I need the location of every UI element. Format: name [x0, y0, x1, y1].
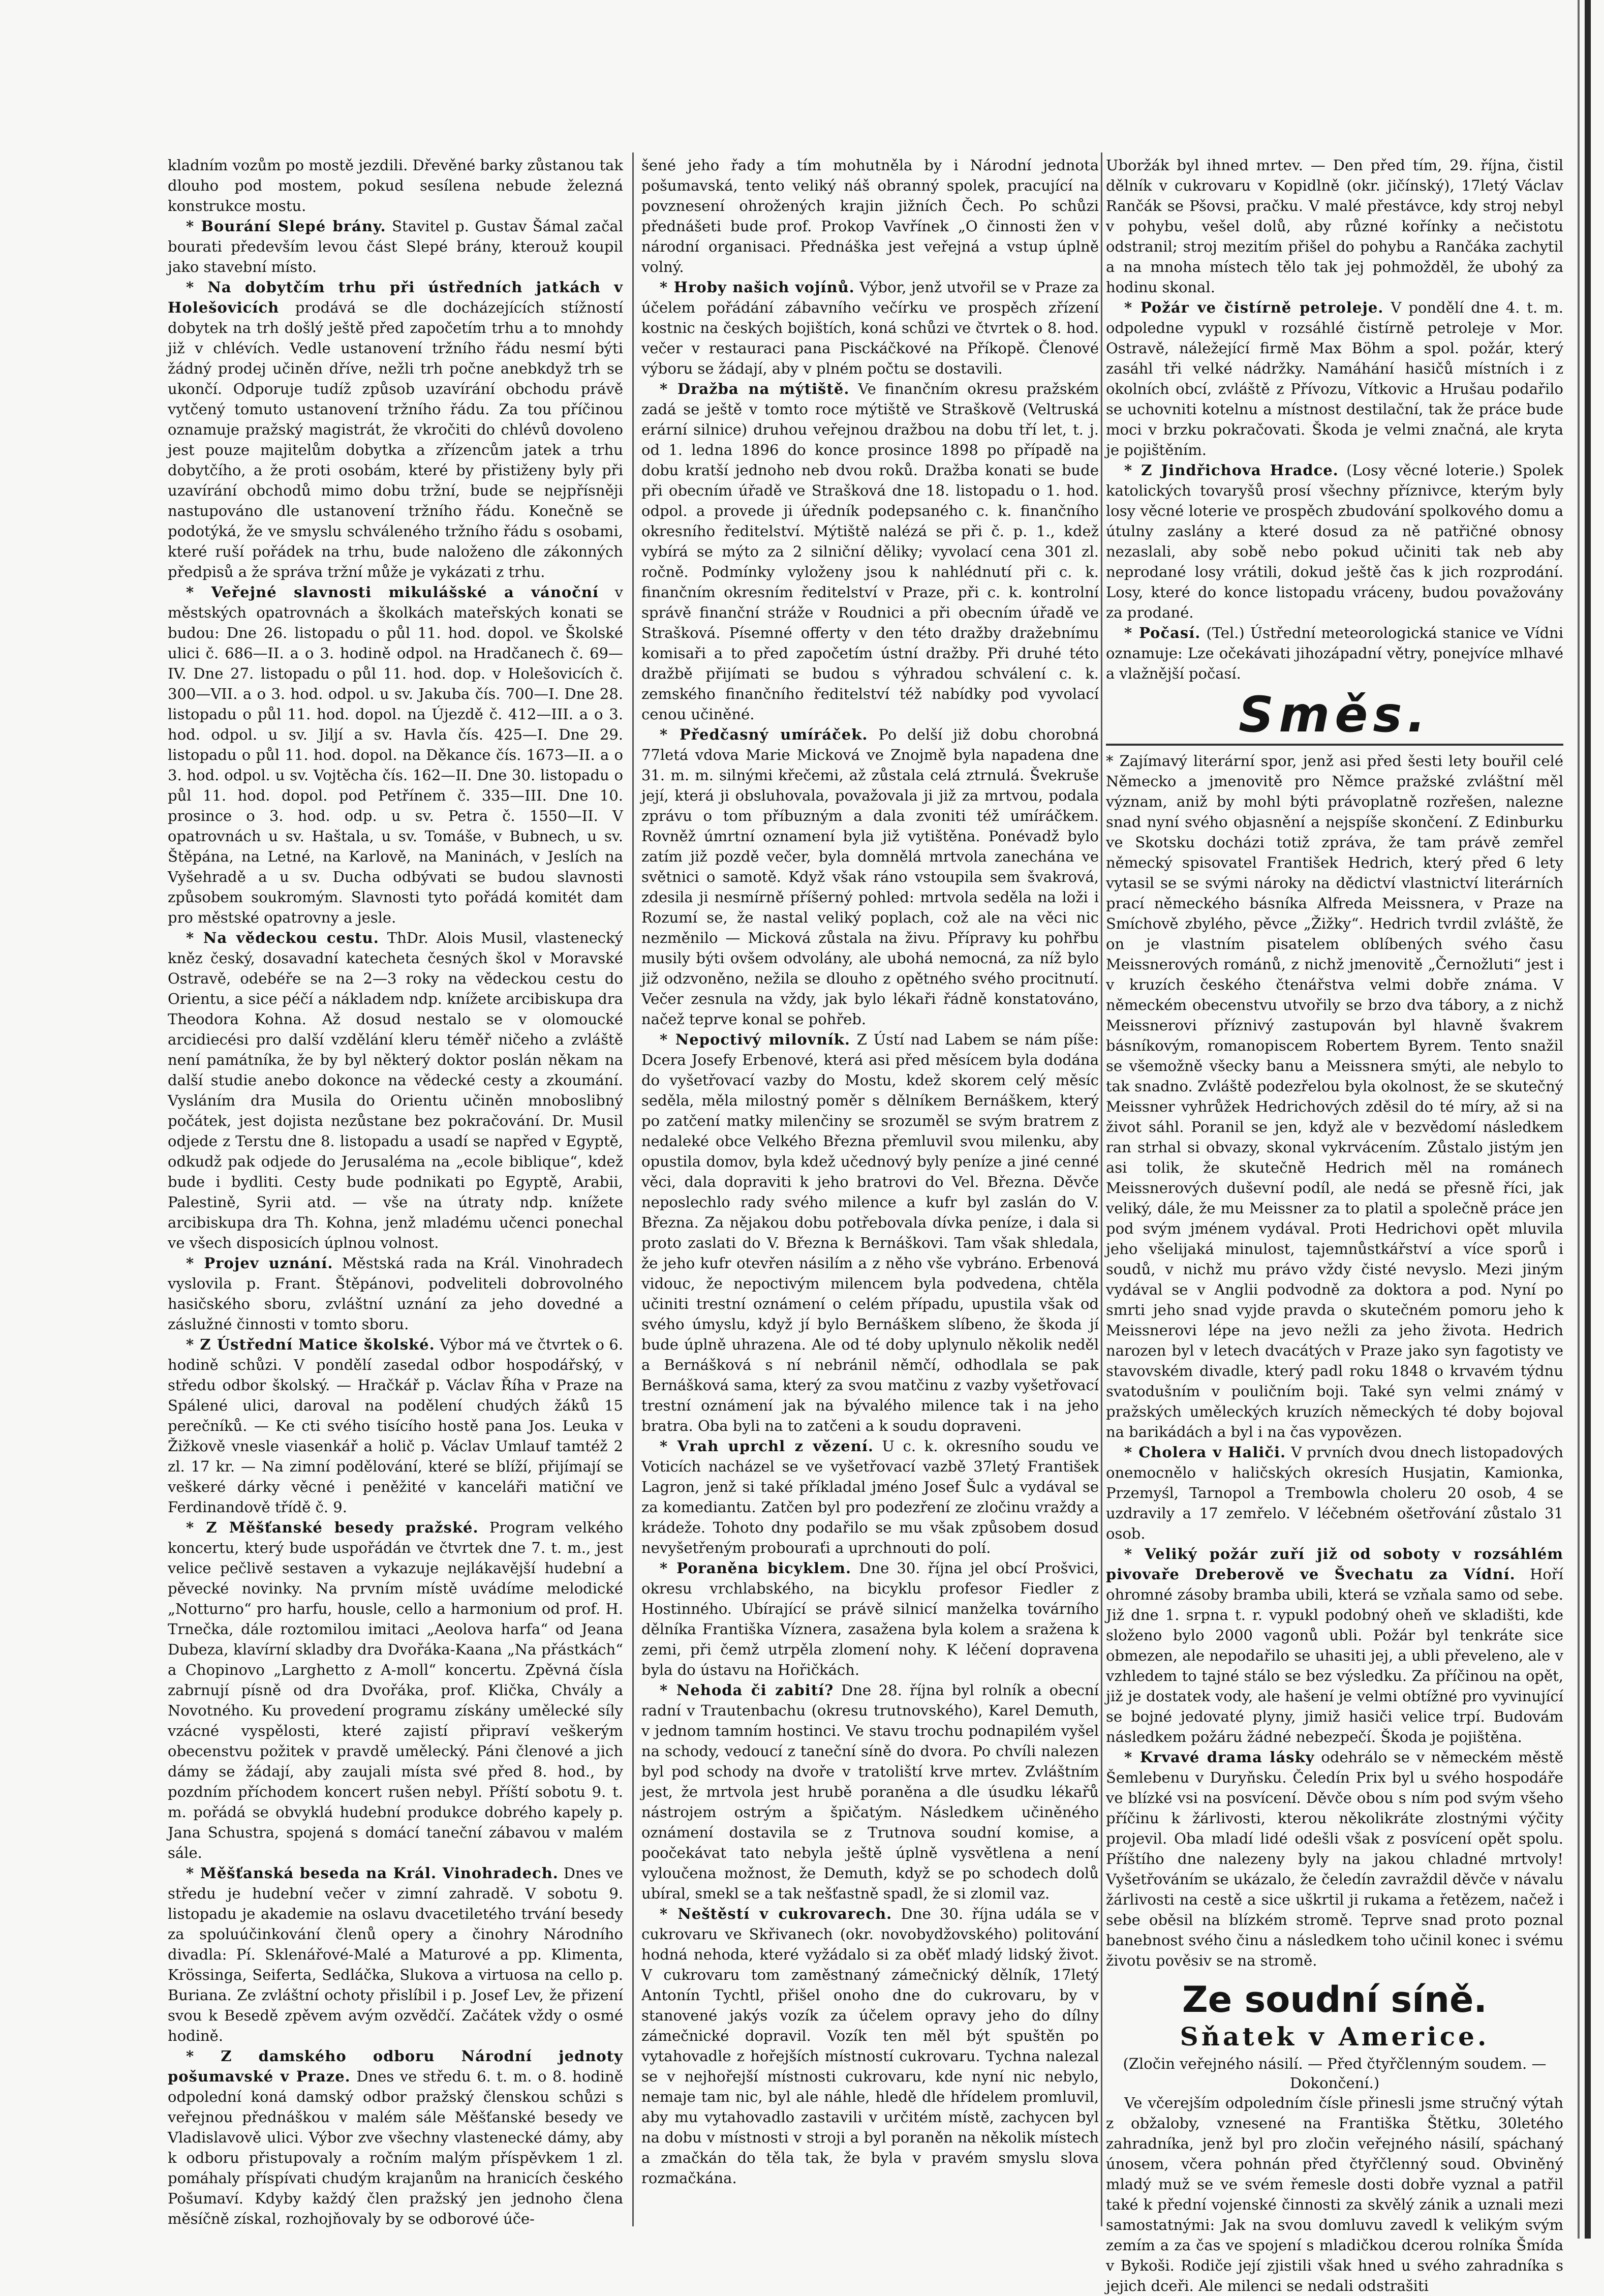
article-headline: * Z Ústřední Matice školské. — [186, 1336, 435, 1353]
article-text: Z Ústí nad Labem se nám píše: Dcera Josefy Erbenové, která asi před měsícem byla dodána do vyšetřovací vazby do Mostu, kdež skorem celý měsíc seděla, měla milostný poměr s dělníkem Bernáškem, který po zatčení matky milenčiny se srozuměl se svým bratrem z nedaleké obce Velkého Března přemluvil svou milenku, aby opustila domov, byla kdež učednový byly peníze a jiné cenné věci, dala dopraviti k jeho bratrovi do Vel. Března. Děvče neposlechlo rady svého milence a kufr byl zaslán do V. Března. Za nějakou dobu potřebovala dívka peníze, i dala si proto zaslati do V. Března k Bernáškovi. Tam však shledala, že jeho kufr otevřen násilím a z něho vše vybráno. Erbenová vidouc, že nepoctivým milencem byla podvedena, chtěla učiniti trestní oznámení o celém případu, upustila však od svého úmyslu, když jí bylo Bernáškem slíbeno, že škoda jí bude úplně uhrazena. Ale od té doby uplynulo několik neděl a Bernášková s ní nebránil němčí, odhodlala se pak Bernášková sama, který za svou matčinu z vazby vyšetřovací trestní oznámení jak na bývalého milence tak i na jeho bratra. Oba byli na to zatčeni a k soudu dopraveni. — [641, 1031, 1099, 1434]
page-edge-border — [1585, 0, 1591, 2239]
article-paragraph — [1106, 623, 1563, 684]
court-article-text: Ve včerejším odpoledním čísle přinesli jsme stručný výtah z obžaloby, vznesené na Františka Štětku, 30letého zahradníka, jenž byl pro zločin veřejného násilí, spáchaný únosem, včera pohnán před čtyřčlenný soud. Obviněný mladý muž se ve svém řemesle dosti dobře vyznal a patřil také k přední vojenské činnosti za skvělý zánik a uznali mezi samostatnými: Jak na svou domluvu zavedl k velikým svým zemím a za čas ve spojení s mladičkou dcerou rolníka Šmída v Bykoši. Rodiče její zjistili však hned u svého zahradníka s jejich dceři. Ale milenci se nedali odstrašiti — [1106, 2094, 1563, 2294]
article-headline: * Veliký požár zuří již od soboty v rozsáhlém pivovaře Dreberově ve Švechatu za Vídní. — [1106, 1545, 1563, 1583]
article-text: Hoří ohromné zásoby bramba ubili, která se vzňala samo od sebe. Již dne 1. srpna t. r. vypukl podobný oheň ve skladišti, kde složeno bylo 2000 vagonů ubli. Požár byl tenkráte sice obmezen, ale nepodařilo se uhasiti jej, a ubli převeleno, ale v vzhledem to tajné stálo se bez výsledku. Za příčinou na opět, již je dostatek vody, ale hašení je velmi obtížné pro vyvinující se bojné jedovaté plyny, jimiž hasiči velice trpí. Budovám následkem požáru žádné nebezpečí. Škoda je pojištěna. — [1106, 1566, 1563, 1746]
article-paragraph — [641, 1436, 1099, 1558]
article-headline: * Požár ve čistírně petroleje. — [1124, 299, 1384, 316]
article-headline: * Nepoctivý milovník. — [660, 1031, 850, 1048]
article-paragraph — [168, 216, 623, 277]
article-headline: * Poraněna bicyklem. — [660, 1559, 852, 1577]
article-headline: * Z damského odboru Národní jednoty pošumavské v Praze. — [168, 2047, 623, 2085]
article-headline: * Měšťanská beseda na Král. Vinohradech. — [186, 1864, 559, 1882]
article-paragraph — [168, 928, 623, 1253]
article-paragraph — [168, 1863, 623, 2046]
section-rule — [1106, 744, 1563, 746]
article-headline: * Projev uznání. — [186, 1254, 333, 1272]
article-paragraph — [641, 1904, 1099, 2188]
article-headline: * Z Jindřichova Hradce. — [1124, 462, 1339, 479]
article-paragraph — [168, 2046, 623, 2229]
column-3 — [1106, 155, 1564, 2294]
article-text: Po delší již dobu chorobná 77letá vdova Marie Micková ve Znojmě byla napadena dne 31. m. m. silnými křečemi, až zůstala celá ztrnulá. Švekruše její, která ji obsluhovala, považovala ji již za mrtvou, podala zprávu o tom příbuzným a dala zvoniti též umíráčkem. Rovněž úmrtní oznamení byla již vytištěna. Ponévadž bylo zatím již pozdě večer, byla domnělá mrtvola zanechána ve světnici o samotě. Když však ráno vstoupila sem švakrová, zdesila ji nesmírně příšerný pohled: mrtvola seděla na loži i Rozumí se, že nastal veliký poplach, což ale na věci nic nezměnilo — Micková zůstala na živu. Přípravy ku pohřbu musily býti ovšem odvolány, ale ubohá nemocná, za níž bylo již odzvoněno, nežila se dlouho z opětného svého procitnutí. Večer zesnula na vždy, jak bylo lékaři řádně konstatováno, načež teprve konal se pohřeb. — [641, 726, 1099, 1028]
column-2 — [641, 155, 1099, 2226]
article-text: V prvních dvou dnech listopadových onemocnělo v haličských okresích Husjatin, Kamionka, Przemyśl, Tarnopol a Trembowla choleru 20 osob, 4 se uzdravily a 17 zemřelo. V léčebném ošetřování zůstalo 31 osob. — [1106, 1444, 1564, 1542]
article-text: * Zajímavý literární spor, jenž asi před šesti lety bouřil celé Německo a jmenovitě pro Němce pražské zvláštní měl význam, aniž by mohl býti právoplatně rozřešen, nalezne snad nyní svého objasnění a nejspíše skončení. Z Edinburku ve Skotsku docházi totiž zpráva, že tam právě zemřel německý spisovatel František Hedrich, který před 6 lety vytasil se se svými nároky na dědictví vlastnictví literárních prací německého básníka Alfreda Meissnera, v Praze na Smíchově zbylého, pěvce „Žižky“. Hedrich tvrdil zvláště, že on je vlastním pisatelem oblíbených svého času Meissnerových románů, z nichž jmenovitě „Černožluti“ jest i v kruzích českého čtenářstva velmi dobře známa. V německém obecenstvu utvořily se brzo dva tábory, a z nichž Meissnerovi příznivý zastupován byl hlavně švakrem básníkovým, romanopiscem Robertem Byrem. Tento snažil se všemožně všecky banu a Meissnera smýti, ale nebylo to tak snadno. Zvláště podezřelou byla okolnost, že se skutečný Meissner vyhrůžek Hedrichových zděsil do té míry, až si na život sáhl. Poranil se jen, když ale v bezvědomí následkem ran strhal si obvazy, skonal vykrvácením. Zůstalo jistým jen asi tolik, že skutečně Hedrich měl na románech Meissnerových duševní podíl, ale nedá se přesně říci, jak veliký, dále, že mu Meissner za to platil a společně práce jen pod svým jménem vydával. Proti Hedrichovi opět mluvila jeho všelijaká minulost, tajemnůstkářství a více sporů i soudů, v nichž mu právo vždy čisté nevyslo. Mezi jiným vydával se v Anglii podvodně za doktora a pod. Nyní po smrti jeho snad vyjde pravda o skutečném pomoru jeho k Meissnerovi lépe na jevo nežli za jeho života. Hedrich narozen byl v letech dvacátých v Praze jako syn fagotisty ve stavovském divadle, který padl roku 1848 o krvavém týdnu svatodušním v pouličním boji. Také syn velmi známý v pražských uměleckých kruzích německých té doby bojoval na barikádách a byl i na čas vypovězen. — [1106, 752, 1563, 1441]
article-paragraph — [168, 1517, 623, 1863]
article-text: Výbor, jenž utvořil se v Praze za účelem pořádání zábavního večírku ve prospěch zřízení kostnic na českých bojištích, koná schůzi ve čtvrtek o 8. hod. večer v restauraci pana Pisckáčkové na Příkopě. Členové výboru se žádají, aby v plném počtu se dostavili. — [641, 279, 1099, 377]
article-text: Výbor má ve čtvrtek o 6. hodině schůzi. V pondělí zasedal odbor hospodářský, v středu odbor školský. — Hračkář p. Václav Říha v Praze na Spálené ulici, daroval na podělení chudých žáků 15 perečníků. — Ke cti svého tisícího hostě pana Jos. Leuka v Žižkově vnesle viasenkář a holič p. Václav Umlauf tamtéž 2 zl. 17 kr. — Na zimní podělování, které se blíží, přijímají se veškeré dárky věcné i peněžité v kanceláři matiční ve Ferdinandově třídě č. 9. — [168, 1336, 624, 1516]
column-1 — [168, 155, 623, 2226]
article-paragraph — [641, 155, 1099, 277]
article-text: Ve finančním okresu pražském zadá se ještě v tomto roce mýtiště ve Straškově (Veltruská erární silnice) druhou veřejnou dražbou na dobu tří let, t. j. od 1. ledna 1896 do konce prosince 1898 po případě na dobu kratší jednoho neb dvou roků. Dražba konati se bude při obecním úřadě ve Strašková dne 18. listopadu o 1. hod. odpol. a provede ji úředník podepsaného c. k. finančního okresního ředitelství. Mýtiště nalézá se při č. p. 1., kdež vybírá se mýto za 2 silniční děliky; vyvolací cena 301 zl. ročně. Podmínky vyloženy jsou k nahlédnutí při c. k. finančním okresním ředitelství v Praze, při c. k. kontrolní správě finanční stráže v Roudnici a při obecním úřadě ve Strašková. Písemné offerty v den této dražby dražebnímu komisaři a to před započetím ústní dražby. Při druhé této dražbě přijímati se budou s výhradou schválení c. k. zemského finančního ředitelství též nabídky pod vyvolací cenou učiněné. — [641, 380, 1099, 723]
article-paragraph — [641, 724, 1099, 1029]
article-headline: * Hroby našich vojínů. — [660, 279, 855, 296]
article-text: Městská rada na Král. Vinohradech vyslovila p. Frant. Štěpánovi, podveliteli dobrovolného hasičského sboru, zvláštní uznání za jeho dovedné a záslužné činnosti v tomto sboru. — [168, 1254, 623, 1333]
article-text: ThDr. Alois Musil, vlastenecký kněz český, dosavadní katecheta česných škol v Moravské Ostravě, odebéře se na 2—3 roky na vědeckou cestu do Orientu, a sice péčí a nákladem ndp. knížete arcibiskupa dra Theodora Kohna. Až dosud nestalo se v olomoucké arcidiecési pro další vzdělání kleru téměř ničeho a zvláště není památníka, že by byl některý doktor poslán někam na další studie anebo dokonce na vědecké cesty a zkoumání. Vysláním dra Musila do Orientu učiněn mnoboslibný počátek, jest dojista nezůstane bez pokračování. Dr. Musil odjede z Terstu dne 8. listopadu a usadí se napřed v Egyptě, odkudž pak odjede do Jerusaléma na „ecole biblique“, kdež bude i bydliti. Cesty bude podnikati po Egyptě, Arabii, Palestině, Syrii atd. — vše na útraty ndp. knížete arcibiskupa dra Th. Kohna, jenž mladému učenci ponechal ve všech disposicích úplnou volnost. — [168, 929, 623, 1251]
court-article-note: (Zločin veřejného násilí. — Před čtyřčlenným soudem. — Dokončení.) — [1123, 2055, 1547, 2092]
article-text: Stavitel p. Gustav Šámal začal bourati především levou část Slepé brány, kterouž koupil jako stavební místo. — [168, 218, 623, 275]
article-paragraph — [168, 1334, 623, 1517]
article-text: prodává se dle docházejících stížností dobytek na trh došlý ještě před započetím trhu a to mnohdy již v chlévích. Vedle ustanovení tržního řádu nesmí býti žádný prodej učiněn dříve, nežli trh počne anebkdyž trh se ukončí. Odporuje tudíž způsob uzavírání obchodu právě vytčený tomuto ustanovení tržního řádu. Za tou příčinou oznamuje pražský magistrát, že vkročiti do chlévů dovoleno jest pouze majitelům dobytka a zřízencům jatek a trhu dobytčího, a že proti osobám, které by přistiženy byly při uzavírání obchodů mimo dobu tržní, bude se nejpřísněji nastupováno dle ustanovení tržního řádu. Konečně se podotýká, že ve smyslu schváleného tržního řádu s osobami, které ruší pořádek na trhu, bude naloženo dle zákonných předpisů a že správa tržní může je vykázati z trhu. — [168, 299, 623, 580]
article-paragraph — [1106, 1442, 1563, 1544]
article-headline: * Neštěstí v cukrovarech. — [660, 1905, 892, 1922]
article-text: Uboržák byl ihned mrtev. — Den před tím, 29. října, čistil dělník v cukrovaru v Kopidlně (okr. jičínský), 17letý Václav Rančák se Pšovsi, pračku. V malé přestávce, kdy stroj nebyl v pohybu, vešel dolů, aby různé kořínky a nečistotu odstranil; stroj mezitím přišel do pohybu a Rančáka zachytil a na mnoha místech tělo tak jej pohmožděl, že ubohý za hodinu skonal. — [1106, 157, 1563, 296]
article-headline: * Veřejné slavnosti mikulášské a vánoční — [186, 584, 599, 601]
article-headline: * Počasí. — [1124, 624, 1201, 641]
court-article-headline: Sňatek v Americe. — [1180, 2022, 1490, 2052]
article-text: šené jeho řady a tím mohutněla by i Národní jednota pošumavská, tento veliký náš obranný spolek, pracující na povznesení ohrožených krajin jižních Čech. Po schůzi přednášeti bude prof. Prokop Vavřínek „O činnosti žen v národní organisaci. Přednáška jest veřejná a vstup úplně volný. — [641, 157, 1099, 275]
article-text: (Losy věcné loterie.) Spolek katolických tovaryšů prosí všechny příznivce, kterým byly losy věcné loterie ve prospěch zbudování spolkového domu a útulny zaslány a které dosud za ně patřičné obnosy nezaslali, aby sobě nebo pokud učiniti tak neb aby neprodané losy vrátili, dokud ještě čas k jich rozprodání. Losy, které do konce listopadu vráceny, budou považovány za prodané. — [1106, 462, 1563, 621]
article-paragraph — [1106, 1544, 1563, 1747]
column-rule-1 — [632, 152, 634, 2226]
article-text: U c. k. okresního soudu ve Voticích nacházel se ve vyšetřovací vazbě 37letý František Lagron, jenž si také příkladal jméno Josef Šulc a vydával se za komediantu. Zatčen byl pro podezření ze zločinu vraždy a krádeže. Tohoto dny podařilo se mu však způsobem dosud nevyšetřeným probouraťi a uprchnouti do polí. — [641, 1437, 1099, 1556]
article-paragraph — [1106, 297, 1563, 460]
article-headline: * Z Měšťanské besedy pražské. — [186, 1519, 479, 1536]
article-paragraph — [1106, 751, 1563, 1442]
article-headline: * Nehoda či zabití? — [660, 1681, 834, 1699]
article-text: Dne 30. října jel obcí Prošvici, okresu vrchlabského, na bicyklu profesor Fiedler z Hostinného. Ubírající se právě silnicí manželka továrního dělníka Františka Víznera, zasažena byla kolem a sražena k zemi, při čemž utrpěla zlomení nohy. K léčení dopravena byla do ústavu na Hořičkách. — [641, 1559, 1099, 1678]
article-text: Program velkého koncertu, který bude uspořádán ve čtvrtek dne 7. t. m., jest velice pečlivě sestaven a vykazuje nejlákavější hudební a pěvecké novinky. Na prvním místě uvádíme melodické „Notturno“ pro harfu, housle, cello a harmonium od prof. H. Trnečka, dále roztomilou imitaci „Aeolova harfa“ od Jeana Dubeza, klavírní skladby dra Dvořáka-Kaana „Na přástkách“ a Chopinovo „Larghetto z A-moll“ koncertu. Zpěvná čísla zabrnují písně od dra Dvořáka, prof. Klička, Chvály a Novotného. Ku provedení programu získány umělecké síly vzácné vyspělosti, které zajistí připraví veškerým obecenstvu požitek v pravdě umělecký. Páni členové a jich dámy se žádají, aby zaujali místa své před 8. hod., by pozdním příchodem koncert rušen nebyl. Příští sobotu 9. t. m. pořádá se obvyklá hudební produkce dobrého kapely p. Jana Schustra, spojená s domácí taneční zábavou v malém sále. — [168, 1519, 623, 1861]
article-text: odehrálo se v německém městě Šemlebenu v Duryňsku. Čeledín Prix byl u svého hospodáře ve blízké vsi na posvícení. Děvče obou s ním pod svým všeho příčinu k žárlivosti, kterou několikráte zlostnými výčity projevil. Oba mladí lidé odešli však z posvícení opět spolu. Příštího dne nalezeny byly na jakou chladné mrtvoly! Vyšetřováním se ukázalo, že čeledín zavraždil děvče v návalu žárlivosti na cestě a sice uškrtil ji rukama a řetězem, načež i sebe oběsil na blízkém stromě. Teprve snad proto poznal banebnost svého činu a následkem toho učinil konec i svému životu pověsiv se na stromě. — [1106, 1749, 1564, 1969]
article-text: Dnes ve středu 6. t. m. o 8. hodině odpolední koná damský odbor pražský členskou schůzi s veřejnou přednáškou v malém sále Měšťanské besedy ve Vladislavově ulici. Výbor zve všechny vlastenecké dámy, aby k odboru přistupovaly a ročním malým příspěvkem 1 zl. pomáhaly příspívati chudým krajanům na hranicích českého Pošumaví. Kdyby každý člen pražský jen jednoho člena měsíčně získal, rozhojňovaly by se odborové úče- — [168, 2068, 624, 2227]
article-paragraph — [168, 1253, 623, 1334]
column-rule-2 — [1101, 152, 1102, 2226]
article-headline: * Předčasný umíráček. — [660, 726, 868, 743]
article-paragraph — [641, 1680, 1099, 1904]
article-headline: * Na vědeckou cestu. — [186, 929, 379, 946]
article-headline: * Dražba na mýtiště. — [660, 380, 850, 397]
article-paragraph — [1106, 460, 1563, 623]
article-headline: * Vrah uprchl z vězení. — [660, 1437, 874, 1455]
article-paragraph — [641, 1558, 1099, 1680]
court-section-title: Ze soudní síně. — [1182, 1979, 1488, 2021]
article-paragraph — [1106, 155, 1563, 297]
article-text: V pondělí dne 4. t. m. odpoledne vypukl v rozsáhlé čistírně petroleje v Mor. Ostravě, náležející firmě Max Böhm a spol. požár, který zasáhl tři velké nádržky. Namáhání hasičů místních i z okolních obcí, zvláště z Přívozu, Vítkovic a Hrušau podařilo se uchovniti kotelnu a místnost destilační, tak že práce bude moci v brzku pokračovati. Škoda je velmi značná, ale kryta je pojištěním. — [1106, 299, 1564, 458]
article-paragraph — [641, 1029, 1099, 1436]
article-paragraph — [641, 379, 1099, 724]
page-edge-shadow — [1578, 0, 1580, 2239]
article-headline: * Krvavé drama lásky — [1124, 1749, 1315, 1766]
article-text: Dne 30. října udála se v cukrovaru ve Skřivanech (okr. novobydžovského) politování hodná nehoda, které vyžádalo si za oběť mladý lidský život. V cukrovaru tom zaměstnaný zámečnický dělník, 17letý Antonín Tychtl, přišel onoho dne do cukrovaru, by v stanovené jakýs vozík za účelem opravy jeho do dílny zámečnické dopravil. Vozík ten měl být spuštěn po vytahovadle z hořejších místností cukrovaru. Tychna nalezal se v nejhořejší místnosti cukrovaru, kde nyní nic nebylo, nemaje tam nic, byl ale náhle, hledě dle hřídelem promluvil, aby mu vytahovadlo zastavili v určitém místě, zachycen byl na dobu v místnosti v stroji a byl poraněn na několik místech a zmačkán do těla tak, že byla v pravém smyslu slova rozmačkána. — [641, 1905, 1099, 2187]
article-text: (Tel.) Ústřední meteorologická stanice ve Vídni oznamuje: Lze očekávati jihozápadní větry, ponejvíce mlhavé a vlažnější počasí. — [1106, 624, 1563, 682]
section-title-smes: Směs. — [1239, 686, 1431, 743]
article-headline: * Bourání Slepé brány. — [186, 218, 386, 235]
article-text: Dnes ve středu je hudební večer v zimní zahradě. V sobotu 9. listopadu je akademie na oslavu dvacetiletého trvání besedy za spoluúčinkování členů opery a činohry Národního divadla: Pí. Sklenářové-Malé a Maturové a pp. Klimenta, Krössinga, Seiferta, Sedláčka, Slukova a virtuosa na cello p. Buriana. Ze zvláštní ochoty přislíbil i p. Josef Lev, že přizení svou k Besedě zpěvem avým ozvědčí. Začátek vždy o osmé hodině. — [168, 1864, 623, 2044]
article-paragraph — [1106, 1747, 1563, 1971]
article-headline: * Cholera v Haliči. — [1124, 1444, 1286, 1461]
article-text: Dne 28. října byl rolník a obecní radní v Trautenbachu (okresu trutnovského), Karel Demuth, v jednom tamním hostinci. Ve stavu trochu podnapilém vyšel na schody, vedoucí z taneční síně do dvora. Po chvíli nalezen byl pod schody na dvoře v tratoliští krve mrtev. Zvláštním jest, že mrtvola jest hrubě poraněna a dle úsudku lékařů nástrojem ostrým a špičatým. Následkem učiněného oznámení dostavila se z Trutnova soudní komise, a poočekávat tato nebyla ještě úplně vysvětlena a není vyloučena možnost, že Demuth, když se po schodech dolů ubíral, smekl se a tak nešťastně spadl, že si zlomil vaz. — [641, 1681, 1099, 1902]
article-paragraph — [168, 582, 623, 928]
article-paragraph — [168, 277, 623, 582]
article-text: v městských opatrovnách a školkách mateřských konati se budou: Dne 26. listopadu o půl 11. hod. dopol. ve Školské ulici č. 686—II. a o 3. hodině odpol. na Hradčanech č. 69—IV. Dne 27. listopadu o půl 11. hod. dop. v Holešovicích č. 300—VII. a o 3. hod. odpol. u sv. Jakuba čís. 700—I. Dne 28. listopadu o půl 11. hod. dopol. na Újezdě č. 412—III. a o 3. hod. odpol. u sv. Jiljí a sv. Havla čís. 425—I. Dne 29. listopadu o půl 11. hod. dopol. na Děkance čís. 1673—II. a o 3. hod. odpol. u sv. Vojtěcha čís. 162—II. Dne 30. listopadu o půl 11. hod. dopol. pod Petřínem č. 335—III. Dne 10. prosince o 3. hod. odp. u sv. Petra č. 1550—II. V opatrovnách u sv. Haštala, u sv. Tomáše, v Bubnech, u sv. Štěpána, na Letné, na Karlově, na Maninách, v Jeslích na Vyšehradě a u sv. Ducha odbývati se budou slavnosti způsobem soukromým. Slavnosti tyto pořádá komitét dam pro městské opatrovny a jesle. — [168, 584, 623, 926]
article-text: kladním vozům po mostě jezdili. Dřevěné barky zůstanou tak dlouho pod mostem, pokud sesílena nebude železná konstrukce mostu. — [168, 157, 623, 215]
article-headline: * Na dobytčím trhu při ústředních jatkách v Holešovicích — [168, 279, 623, 316]
article-paragraph — [641, 277, 1099, 379]
article-paragraph — [168, 155, 623, 216]
